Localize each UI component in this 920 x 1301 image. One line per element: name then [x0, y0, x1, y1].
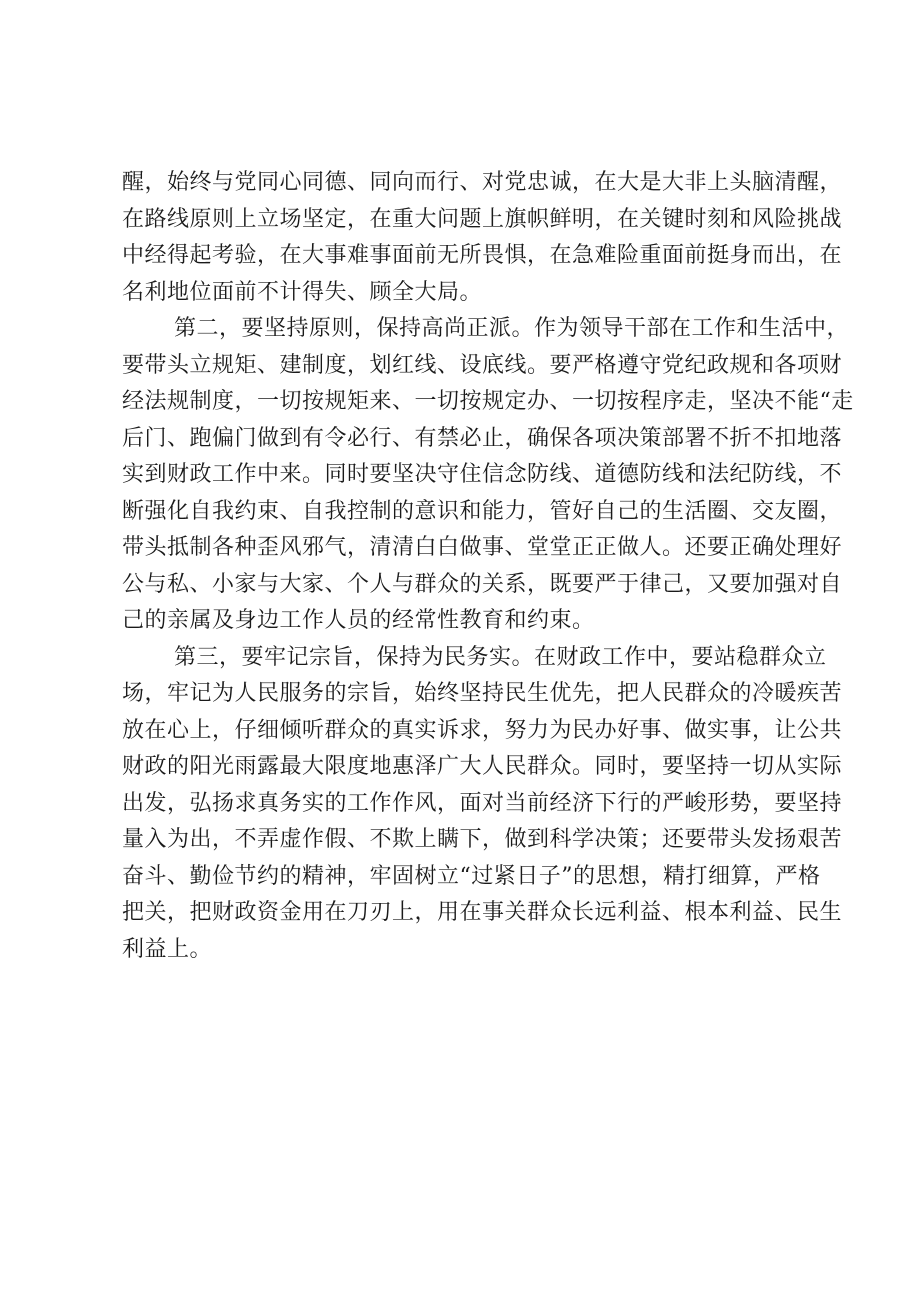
text-line: 实到财政工作中来。同时要坚决守住信念防线、道德防线和法纪防线，不: [122, 462, 843, 487]
text-line: 醒，始终与党同心同德、同向而行、对党忠诚，在大是大非上头脑清醒，: [122, 170, 843, 195]
text-line: 放在心上，仔细倾听群众的真实诉求，努力为民办好事、做实事，让公共: [122, 717, 843, 743]
text-line: 场，牢记为人民服务的宗旨，始终坚持民生优先，把人民群众的冷暖疾苦: [122, 681, 843, 706]
text-line: 断强化自我约束、自我控制的意识和能力，管好自己的生活圈、交友圈，: [122, 498, 843, 524]
text-line: 在路线原则上立场坚定，在重大问题上旗帜鲜明，在关键时刻和风险挑战: [122, 206, 843, 232]
text-line: 奋斗、勤俭节约的精神，牢固树立“过紧日子”的思想，精打细算，严格: [122, 863, 821, 889]
text-line: 要带头立规矩、建制度，划红线、设底线。要严格遵守党纪政规和各项财: [122, 352, 843, 378]
text-line: 中经得起考验，在大事难事面前无所畏惧，在急难险重面前挺身而出，在: [122, 243, 843, 268]
text-line: 出发，弘扬求真务实的工作作风，面对当前经济下行的严峻形势，要坚持: [122, 790, 843, 816]
document-body: [122, 165, 854, 968]
paragraph-2: [122, 311, 854, 640]
text-line: 财政的阳光雨露最大限度地惠泽广大人民群众。同时，要坚持一切从实际: [122, 754, 843, 779]
text-line: 名利地位面前不计得失、顾全大局。: [122, 279, 483, 305]
text-line: 量入为出，不弄虚作假、不欺上瞒下，做到科学决策；还要带头发扬艰苦: [122, 827, 843, 852]
text-line: 第三，要牢记宗旨，保持为民务实。在财政工作中，要站稳群众立: [174, 644, 827, 670]
text-line: 把关，把财政资金用在刀刃上，用在事关群众长远利益、根本利益、民生: [122, 900, 843, 925]
text-line: 经法规制度，一切按规矩来、一切按规定办、一切按程序走，坚决不能“走: [122, 389, 854, 414]
paragraph-3: [122, 640, 843, 969]
text-line: 带头抵制各种歪风邪气，清清白白做事、堂堂正正做人。还要正确处理好: [122, 535, 843, 560]
text-line: 利益上。: [122, 936, 213, 962]
text-line: 公与私、小家与大家、个人与群众的关系，既要严于律己，又要加强对自: [122, 571, 843, 597]
text-line: 己的亲属及身边工作人员的经常性教育和约束。: [122, 608, 595, 633]
text-line: 后门、跑偏门做到有令必行、有禁必止，确保各项决策部署不折不扣地落: [122, 425, 843, 451]
text-line: 第二，要坚持原则，保持高尚正派。作为领导干部在工作和生活中，: [174, 316, 850, 341]
paragraph-1: [122, 165, 843, 311]
